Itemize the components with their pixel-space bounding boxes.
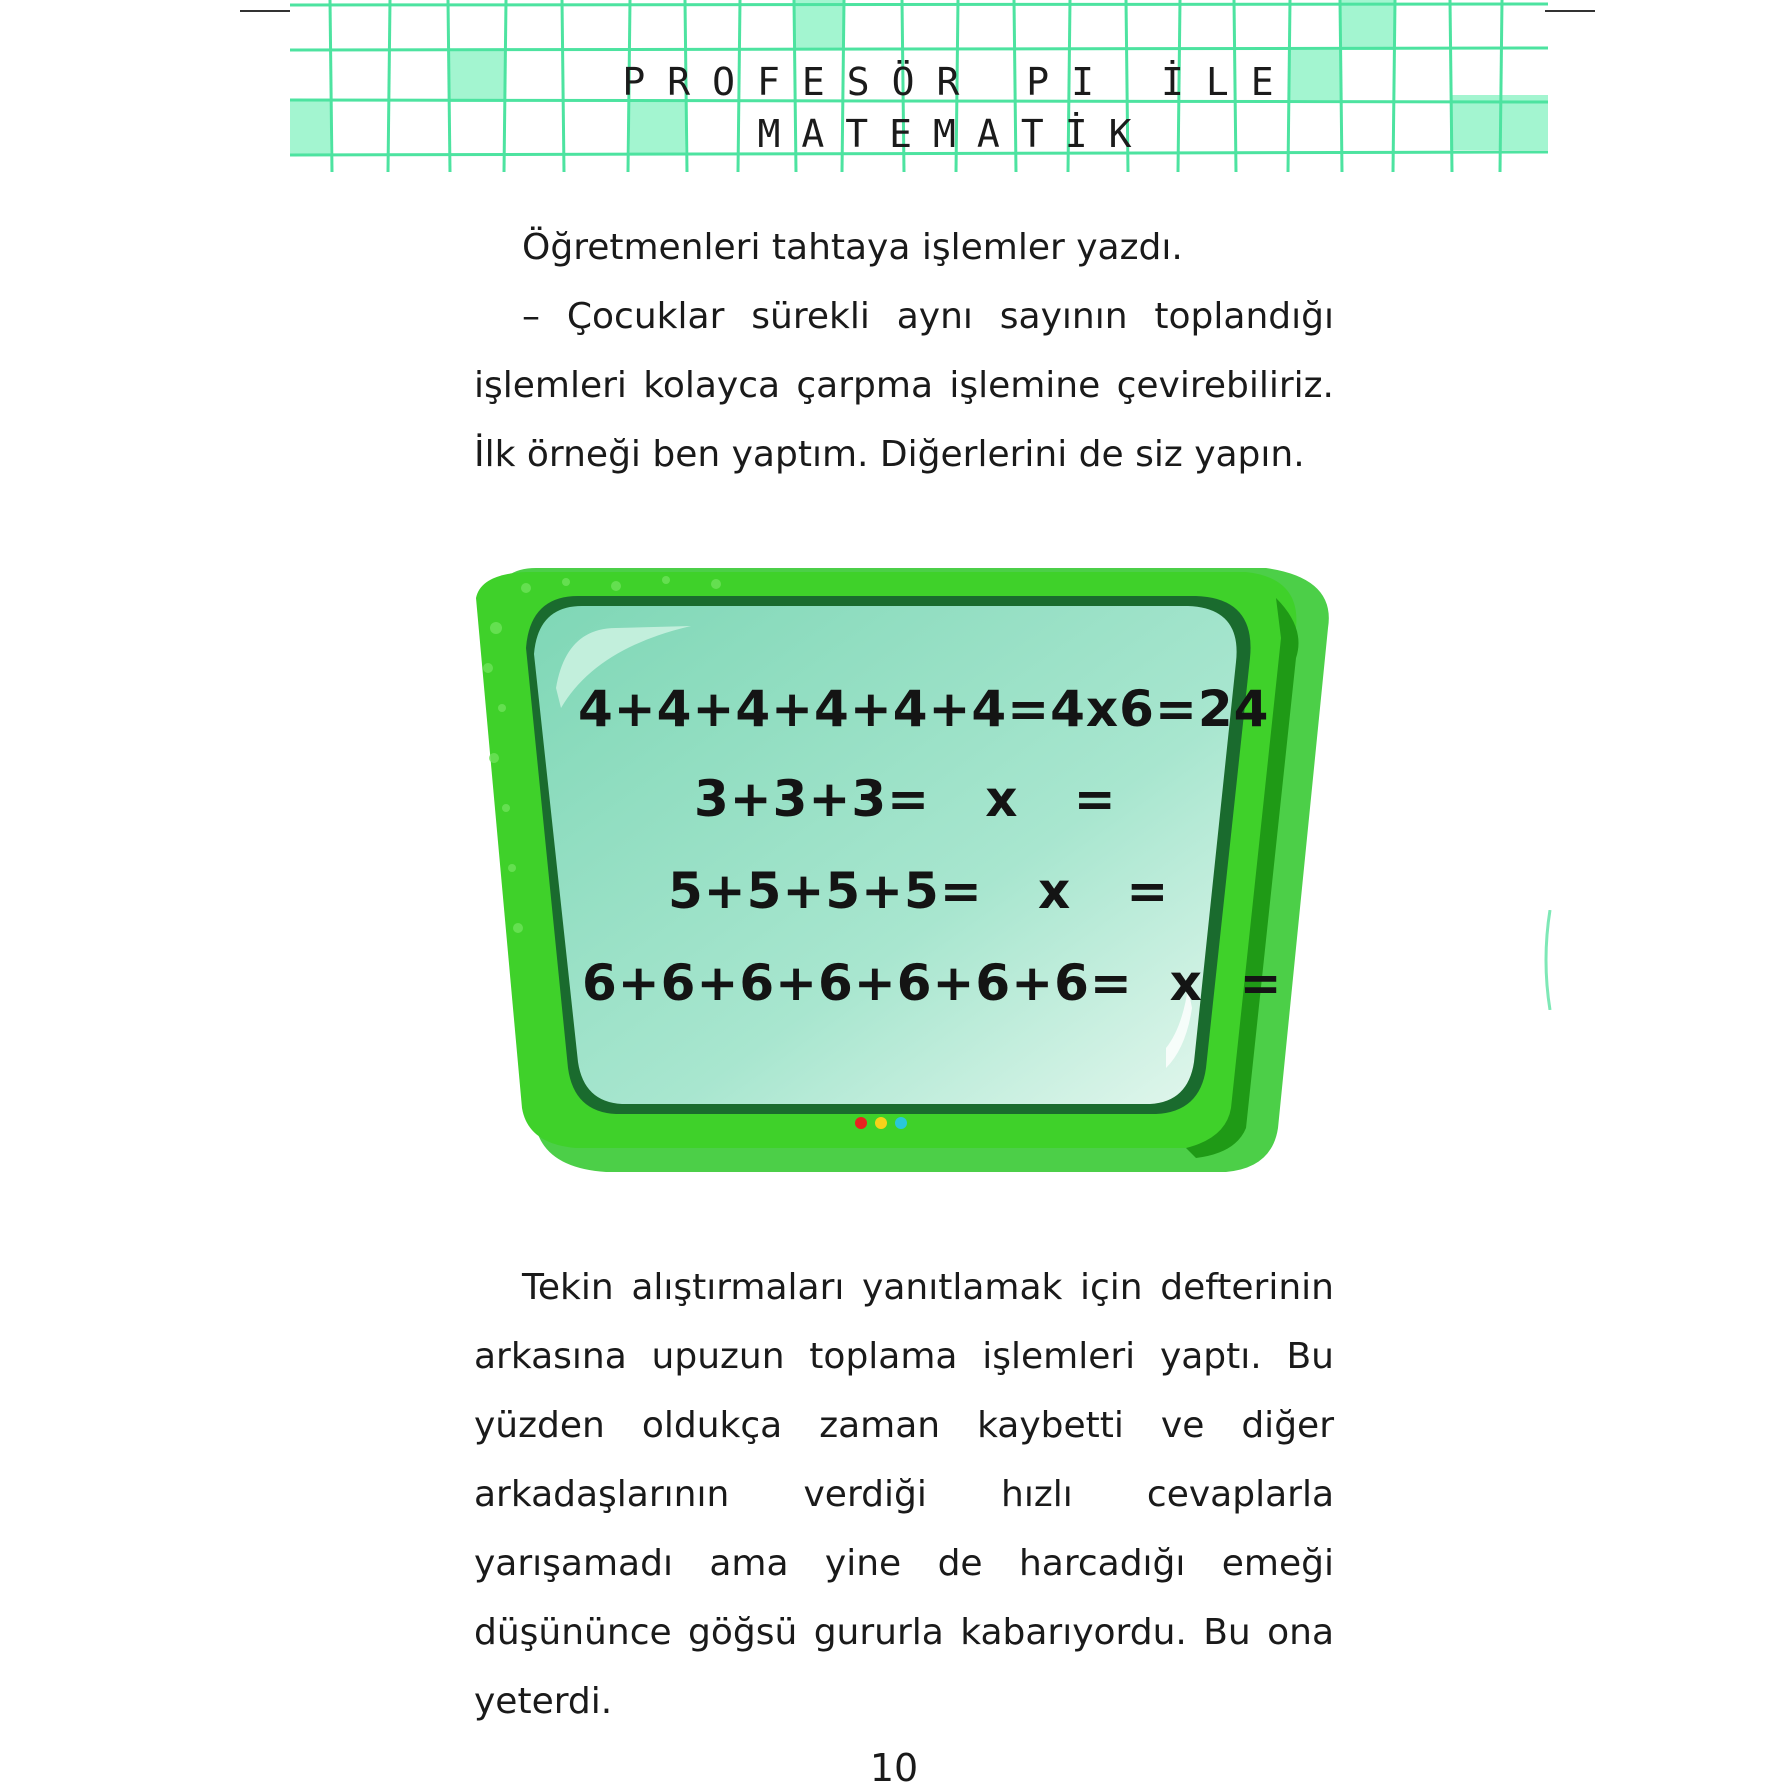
page-number: 10 [869, 1746, 919, 1790]
equation-threes: 3+3+3= x = [694, 770, 1117, 828]
story-text [474, 1253, 1334, 1736]
header-grid-banner [290, 0, 1548, 172]
equation-example: 4+4+4+4+4+4=4x6=24 [578, 680, 1270, 738]
paragraph-tekin: Tekin alıştırmaları yanıtlamak için defterinin arkasına upuzun toplama işlemleri yaptı. Bu yüzden oldukça zaman kaybetti ve diğer arkadaşlarının verdiği hızlı cevaplarla yarışamadı ama yine de harcadığı emeği düşününce göğsü gururla kabarıyordu. Bu ona yeterdi. [474, 1267, 1334, 1722]
book-title-line-2: MATEMATİK [757, 112, 1153, 156]
book-title-line-1: PROFESÖR PI İLE [622, 60, 1296, 104]
crop-mark-right [1545, 10, 1595, 12]
board-equations [466, 568, 1336, 1178]
edge-decoration [1542, 910, 1552, 1010]
equation-fives: 5+5+5+5= x = [668, 862, 1170, 920]
paragraph-teacher-wrote: Öğretmenleri tahtaya işlemler yazdı. [522, 227, 1183, 268]
chalkboard-illustration [466, 568, 1336, 1178]
intro-text [474, 213, 1334, 489]
paragraph-teacher-speech: – Çocuklar sürekli aynı sayının toplandığı işlemleri kolayca çarpma işlemine çevirebiliriz. İlk örneği ben yaptım. Diğerlerini de siz yapın. [474, 296, 1334, 475]
crop-mark-left [240, 10, 290, 12]
equation-sixes: 6+6+6+6+6+6+6= x = [582, 954, 1283, 1012]
